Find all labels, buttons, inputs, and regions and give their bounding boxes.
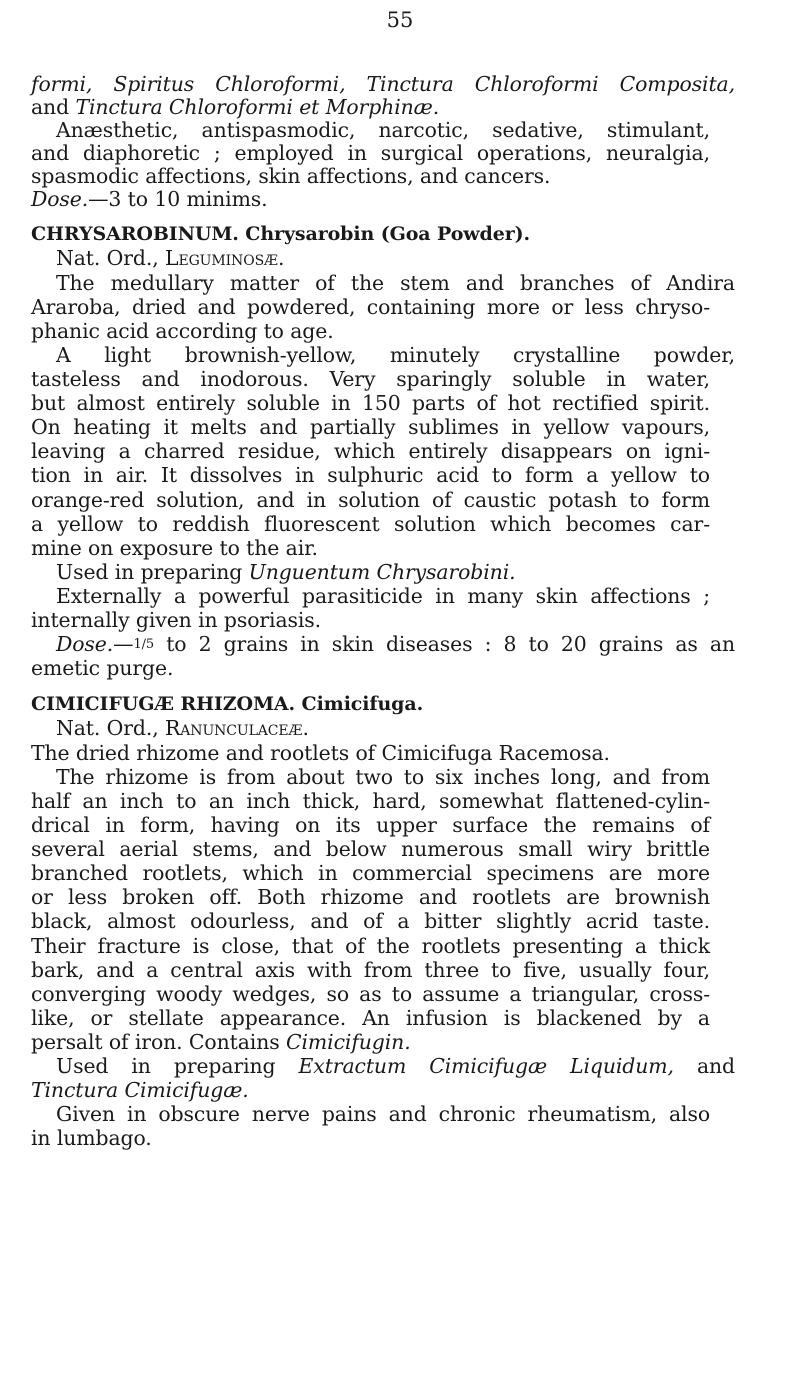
text-run: Anæsthetic, antispasmodic, narcotic, sedative, stimulant, [56, 118, 710, 142]
text-run: a yellow to reddish fluorescent solution which becomes car- [31, 512, 710, 536]
text-run: and diaphoretic ; employed in surgical operations, neuralgia, [31, 141, 710, 165]
text-run: Given in obscure nerve pains and chronic rheumatism, also [56, 1102, 710, 1126]
text-run: spasmodic affections, skin affections, and cancers. [31, 164, 551, 188]
text-run: Leguminosæ. [165, 246, 285, 270]
text-run: Unguentum Chrysarobini. [248, 560, 516, 584]
text-run: Nat. Ord., [56, 716, 166, 740]
text-run: in lumbago. [31, 1126, 152, 1150]
text-run: Dose. [31, 187, 89, 211]
text-run: bark, and a central axis with from three to five, usually four, [31, 958, 710, 982]
text-run: mine on exposure to the air. [31, 536, 318, 560]
text-run: converging woody wedges, so as to assume a triangular, cross- [31, 982, 710, 1006]
text-run: drical in form, having on its upper surface the remains of [31, 813, 710, 837]
text-line [56, 1100, 710, 1128]
text-run: leaving a charred residue, which entirely disappears on igni- [31, 439, 710, 463]
text-run: Tinctura Cimicifugæ. [31, 1078, 249, 1102]
text-run: CIMICIFUGÆ RHIZOMA. [31, 693, 296, 715]
text-run: formi, Spiritus Chloroformi, Tinctura Chloroformi Composita, [31, 72, 735, 96]
text-line [56, 714, 309, 742]
text-run: Used in preparing [56, 560, 249, 584]
text-run: Tinctura Chloroformi et Morphinæ. [75, 95, 440, 119]
text-run: Chrysarobin (Goa Powder). [238, 223, 531, 245]
text-run: orange-red solution, and in solution of caustic potash to form [31, 488, 710, 512]
text-line [31, 654, 173, 682]
text-run: to 2 grains in skin diseases : 8 to 20 grains as an [154, 632, 735, 656]
text-run: Ranunculaceæ. [165, 716, 309, 740]
text-run: Extractum Cimicifugæ Liquidum, [298, 1054, 674, 1078]
text-run: like, or stellate appearance. An infusion is blackened by a [31, 1006, 710, 1030]
text-run: Cimicifuga. [295, 693, 424, 715]
text-run: black, almost odourless, and of a bitter slightly acrid taste. [31, 909, 710, 933]
text-run: The dried rhizome and rootlets of Cimicifuga Racemosa. [31, 741, 610, 765]
text-run: and [673, 1054, 735, 1078]
text-run: The medullary matter of the stem and branches of Andira [56, 271, 735, 295]
text-run: emetic purge. [31, 656, 174, 680]
page-number: 55 [386, 8, 414, 32]
text-run: Nat. Ord., [56, 246, 166, 270]
text-run: Their fracture is close, that of the rootlets presenting a thick [31, 934, 710, 958]
text-line [31, 907, 710, 935]
text-run: and [31, 95, 76, 119]
text-run: Used in preparing [56, 1054, 299, 1078]
text-run: A light brownish-yellow, minutely crystalline powder, [56, 343, 735, 367]
text-run: tion in air. It dissolves in sulphuric acid to form a yellow to [31, 463, 710, 487]
text-run: 1/5 [133, 637, 155, 652]
text-run: Externally a powerful parasiticide in many skin affections ; [56, 584, 710, 608]
text-line [31, 1124, 152, 1152]
text-run: The rhizome is from about two to six inches long, and from [56, 765, 710, 789]
text-run: tasteless and inodorous. Very sparingly soluble in water, [31, 367, 710, 391]
text-run: Cimicifugin. [286, 1030, 411, 1054]
text-run: persalt of iron. Contains [31, 1030, 286, 1054]
text-run: Dose. [56, 632, 114, 656]
text-line [56, 244, 284, 272]
text-run: half an inch to an inch thick, hard, somewhat flattened-cylin- [31, 789, 710, 813]
text-run: phanic acid according to age. [31, 319, 334, 343]
text-run: internally given in psoriasis. [31, 608, 322, 632]
text-line [31, 185, 268, 213]
text-run: or less broken off. Both rhizome and rootlets are brownish [31, 885, 710, 909]
text-run: CHRYSAROBINUM. [31, 223, 239, 245]
text-run: —3 to 10 minims. [88, 187, 268, 211]
text-run: branched rootlets, which in commercial specimens are more [31, 861, 710, 885]
text-run: On heating it melts and partially sublimes in yellow vapours, [31, 415, 710, 439]
text-line [31, 461, 710, 489]
text-run: several aerial stems, and below numerous small wiry brittle [31, 837, 710, 861]
text-run: — [113, 632, 134, 656]
text-run: but almost entirely soluble in 150 parts of hot rectified spirit. [31, 391, 710, 415]
text-run: Araroba, dried and powdered, containing more or less chryso- [31, 295, 710, 319]
